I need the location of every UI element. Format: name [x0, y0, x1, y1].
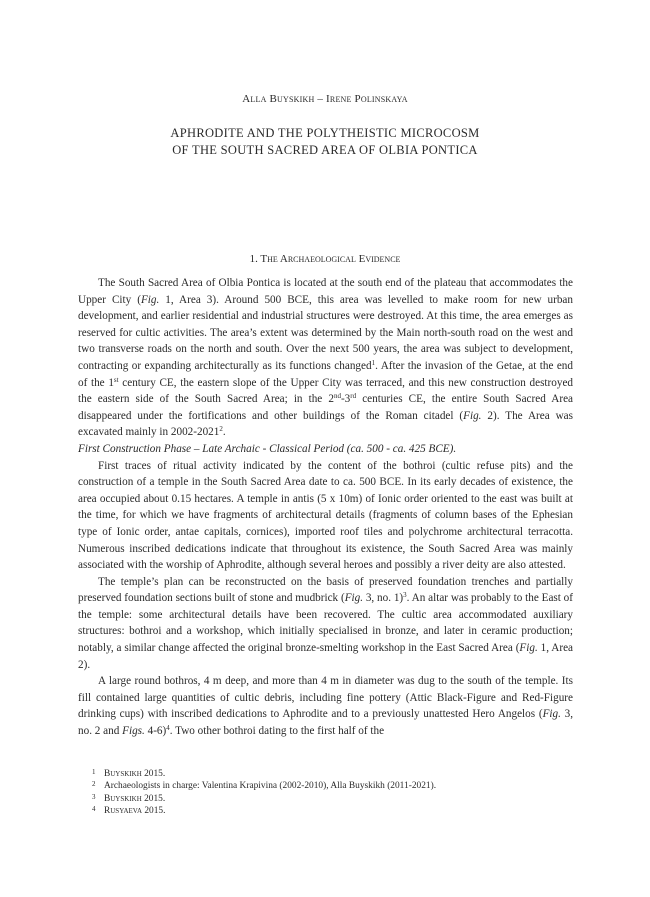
paragraph-4: A large round bothros, 4 m deep, and more than 4 m in diameter was dug to the south of the temple. Its fill contained large quantities of cultic debris, including fine pottery (Attic Black-Figure and Red-Figure drinking cups) with inscribed dedications to Aphrodite and to a previously unattested Hero Angelos (Fig. 3, no. 2 and Figs. 4-6)$^4$. Two other bothroi dating to the first half of the: [78, 675, 574, 738]
footnote-ref-3: 3: [403, 591, 407, 600]
section-heading: 1. The Archaeological Evidence: [249, 253, 401, 265]
footnote: 2 Archaeologists in charge: Valentina Krapivina (2002-2010), Alla Buyskikh (2011-2021).: [92, 780, 437, 792]
title-line-2: OF THE SOUTH SACRED AREA OF OLBIA PONTICA: [172, 143, 478, 157]
subsection-heading: First Construction Phase – Late Archaic - Classical Period (ca. 500 - ca. 425 BCE).: [78, 442, 457, 455]
paragraph-3: The temple’s plan can be reconstructed on the basis of preserved foundation trenches and partially preserved foundation sections built of stone and mudbrick (Fig. 3, no. 1)$^3$. An altar was probably to the East of the temple: some architectural details have been recovered. The cultic area accommodated auxiliary structures: bothroi and a workshop, which initially specialised in bronze, and later in ceramic production; notably, a similar change affected the original bronze-smelting workshop in the East Sacred Area (Fig. 1, Area 2).: [78, 575, 574, 671]
footnotes: [92, 768, 562, 818]
footnote-ref-1: 1: [371, 358, 376, 367]
footnote-ref-4: 4: [166, 724, 170, 733]
paper-title: [0, 125, 650, 159]
footnote: 1 Buyskikh 2015.: [92, 768, 166, 779]
paragraph-1: The South Sacred Area of Olbia Pontica is located at the south end of the plateau that accommodates the Upper City (Fig. 1, Area 3). Around 500 BCE, this area was levelled to make room for new urban development, and earlier residential and industrial structures were destroyed. At this time, the area emerges as reserved for cultic activities. The area’s extent was determined by the Main north-south road on the west and two transverse roads on the north and south. Over the next 500 years, the area was subject to development, contracting or expanding architecturally as its functions changed$^1$. After the invasion of the Getae, at the end of the 1st century CE, the eastern slope of the Upper City was terraced, and this new construction destroyed the eastern side of the South Sacred Area; in the 2nd-3rd centuries CE, the entire South Sacred Area disappeared under the fortifications and other buildings of the Roman citadel (Fig. 2). The Area was excavated mainly in 2002-2021$^2$.: [78, 277, 573, 439]
body-text: [78, 275, 573, 740]
paragraph-2: First traces of ritual activity indicated by the content of the bothroi (cultic refuse pits) and the construction of a temple in the South Sacred Area date to ca. 500 BCE. In its early decades of existence, the area occupied about 0.15 hectares. A temple in antis (5 x 10m) of Ionic order oriented to the east was built at the time, for which we have fragments of architectural details (fragments of column bases of the Ephesian type of Ionic order, antae capitals, cornices), imported roof tiles and polychrome architectural terracotta. Numerous inscribed dedications indicate that throughout its existence, the South Sacred Area was mainly associated with the worship of Aphrodite, although several heroes and possibly a river deity are also attested.: [78, 459, 573, 572]
footnote: 4 Rusyaeva 2015.: [92, 805, 166, 817]
footnote: 3 Buyskikh 2015.: [92, 792, 166, 804]
authors-line: Alla Buyskikh – Irene Polinskaya: [242, 93, 408, 105]
title-line-1: APHRODITE AND THE POLYTHEISTIC MICROCOSM: [170, 126, 480, 140]
footnote-ref-2: 2: [219, 425, 223, 434]
